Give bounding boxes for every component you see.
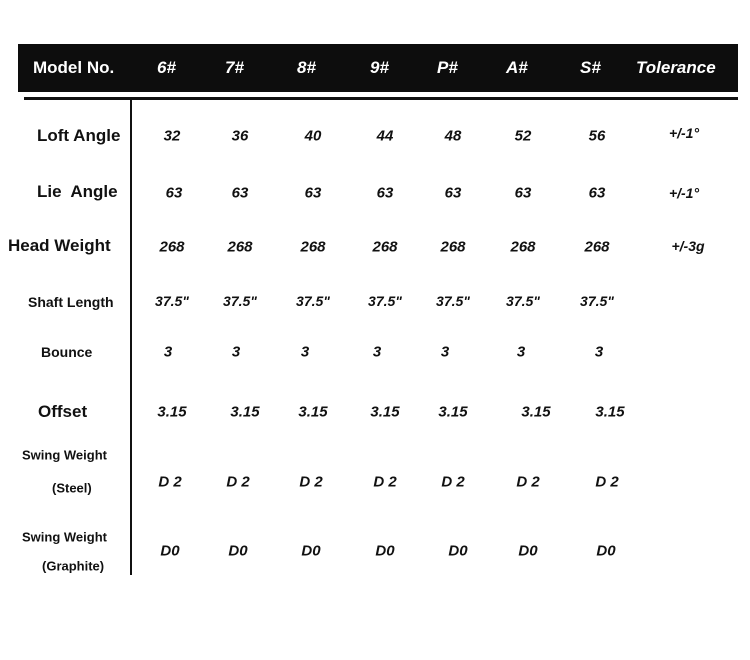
row-label-swing-weight-steel-sub: (Steel) xyxy=(52,480,92,496)
table-cell: D 2 xyxy=(226,473,250,491)
tolerance-loft-angle: +/-1° xyxy=(668,125,700,141)
table-cell: D 2 xyxy=(441,473,465,491)
table-cell: 3 xyxy=(300,343,310,361)
table-cell: 3 xyxy=(372,343,382,361)
table-cell: 268 xyxy=(159,238,185,256)
table-cell: D0 xyxy=(160,542,180,560)
row-label-head-weight: Head Weight xyxy=(8,236,111,255)
header-tolerance-label: Tolerance xyxy=(636,58,716,77)
table-cell: 37.5" xyxy=(580,293,614,309)
row-label-lie-angle: Lie Angle xyxy=(37,182,118,201)
tolerance-lie-angle: +/-1° xyxy=(668,185,700,201)
table-cell: 63 xyxy=(304,184,322,202)
table-cell: 63 xyxy=(376,184,394,202)
table-cell: 3 xyxy=(516,343,526,361)
row-label-bounce: Bounce xyxy=(41,344,93,360)
table-cell: D 2 xyxy=(595,473,619,491)
table-cell: 63 xyxy=(165,184,183,202)
table-cell: 268 xyxy=(372,238,398,256)
table-cell: 37.5" xyxy=(368,293,402,309)
table-cell: D 2 xyxy=(299,473,323,491)
table-cell: 52 xyxy=(514,127,532,145)
table-cell: 3 xyxy=(163,343,173,361)
table-cell: 3.15 xyxy=(438,403,468,421)
table-cell: 3 xyxy=(440,343,450,361)
table-cell: 3.15 xyxy=(521,403,551,421)
table-cell: D0 xyxy=(375,542,395,560)
table-cell: 268 xyxy=(300,238,326,256)
table-cell: 36 xyxy=(231,127,249,145)
row-label-offset: Offset xyxy=(38,402,88,421)
table-cell: 3.15 xyxy=(157,403,187,421)
table-cell: D 2 xyxy=(516,473,540,491)
table-cell: 63 xyxy=(231,184,249,202)
table-cell: 37.5" xyxy=(155,293,189,309)
header-col-8: 8# xyxy=(297,58,316,77)
table-cell: 3 xyxy=(231,343,241,361)
header-col-a: A# xyxy=(506,58,528,77)
table-cell: 3 xyxy=(594,343,604,361)
table-cell: 37.5" xyxy=(296,293,330,309)
table-cell: 268 xyxy=(510,238,536,256)
row-label-shaft-length: Shaft Length xyxy=(28,294,114,310)
table-cell: 32 xyxy=(163,127,181,145)
row-label-loft-angle: Loft Angle xyxy=(37,126,121,145)
table-cell: D0 xyxy=(228,542,248,560)
row-label-swing-weight-graphite-sub: (Graphite) xyxy=(42,558,105,574)
table-cell: D0 xyxy=(301,542,321,560)
table-cell: 268 xyxy=(227,238,253,256)
row-label-swing-weight-graphite: Swing Weight xyxy=(22,529,107,545)
table-cell: D0 xyxy=(518,542,538,560)
table-cell: 48 xyxy=(444,127,462,145)
table-cell: 3.15 xyxy=(230,403,260,421)
header-col-6: 6# xyxy=(157,58,176,77)
table-cell: 3.15 xyxy=(370,403,400,421)
table-cell: 44 xyxy=(376,127,394,145)
table-cell: 268 xyxy=(584,238,610,256)
table-cell: 37.5" xyxy=(506,293,540,309)
table-cell: 3.15 xyxy=(298,403,328,421)
table-cell: D 2 xyxy=(373,473,397,491)
table-cell: 63 xyxy=(514,184,532,202)
table-cell: 63 xyxy=(588,184,606,202)
header-col-s: S# xyxy=(580,58,601,77)
table-cell: 37.5" xyxy=(223,293,257,309)
table-cell: 37.5" xyxy=(436,293,470,309)
label-column-divider xyxy=(130,97,132,575)
tolerance-head-weight: +/-3g xyxy=(671,238,705,254)
table-cell: D 2 xyxy=(158,473,182,491)
header-col-7: 7# xyxy=(225,58,244,77)
table-cell: D0 xyxy=(596,542,616,560)
table-cell: 40 xyxy=(304,127,322,145)
header-col-p: P# xyxy=(437,58,458,77)
table-cell: 3.15 xyxy=(595,403,625,421)
table-cell: 56 xyxy=(588,127,606,145)
table-cell: D0 xyxy=(448,542,468,560)
table-cell: 268 xyxy=(440,238,466,256)
header-model-label: Model No. xyxy=(33,58,115,77)
header-col-9: 9# xyxy=(370,58,389,77)
row-label-swing-weight-steel: Swing Weight xyxy=(22,447,107,463)
table-cell: 63 xyxy=(444,184,462,202)
